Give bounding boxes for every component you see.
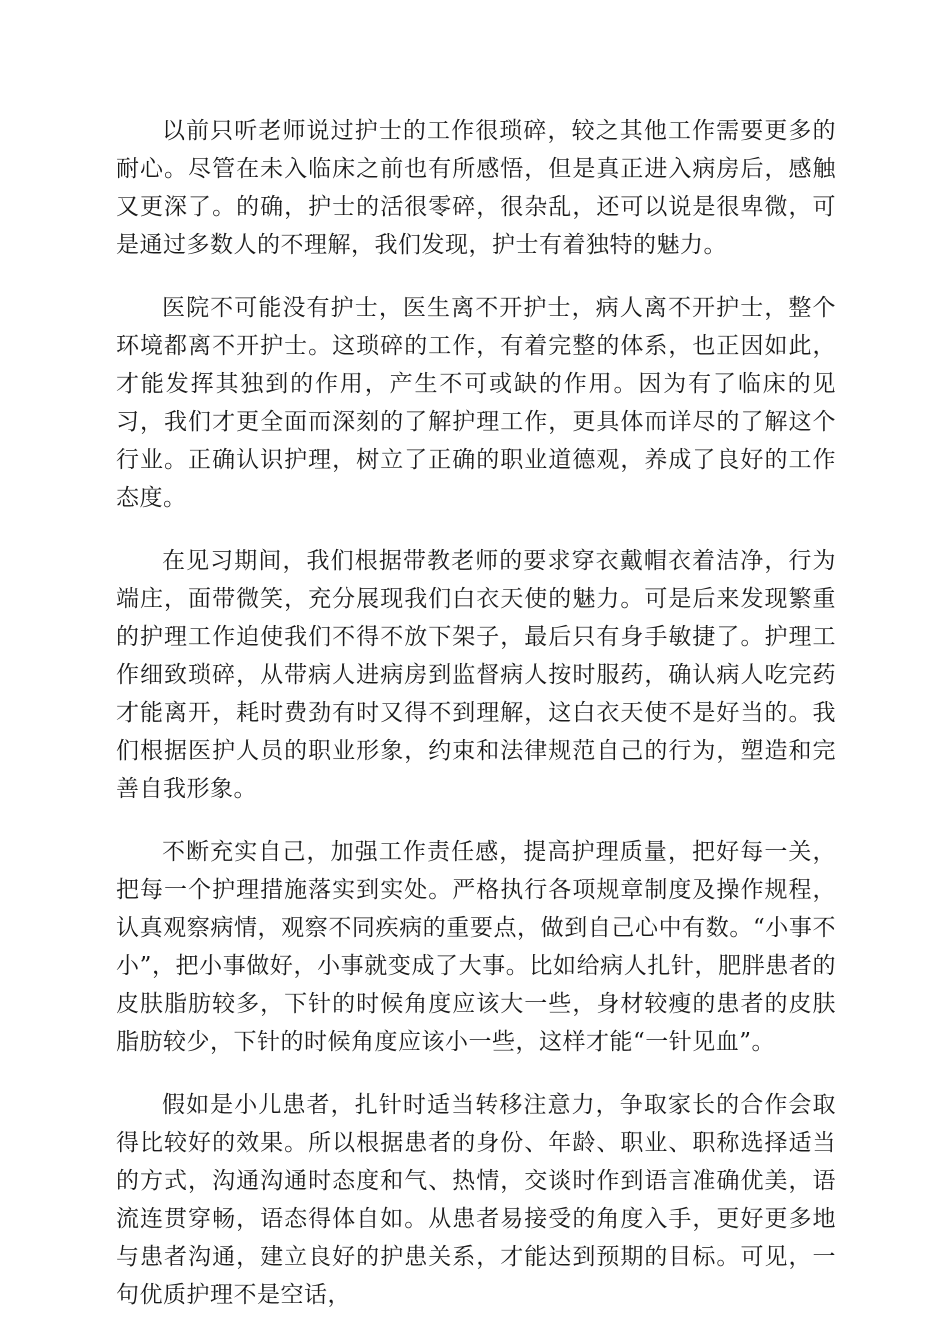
paragraph-5: 假如是小儿患者，扎针时适当转移注意力，争取家长的合作会取得比较好的效果。所以根据患者的身份、年龄、职业、职称选择适当的方式，沟通沟通时态度和气、热情，交谈时作到语言准确优美，语流连贯穿畅，语态得体自如。从患者易接受的角度入手，更好更多地与患者沟通，建立良好的护患关系，才能达到预期的目标。可见，一句优质护理不是空话， bbox=[116, 1092, 836, 1308]
paragraph-4: 不断充实自己，加强工作责任感，提高护理质量，把好每一关，把每一个护理措施落实到实处。严格执行各项规章制度及操作规程，认真观察病情，观察不同疾病的重要点，做到自己心中有数。“小事不小”，把小事做好，小事就变成了大事。比如给病人扎针，肥胖患者的皮肤脂肪较多，下针的时候角度应该大一些，身材较瘦的患者的皮肤脂肪较少，下针的时候角度应该小一些，这样才能“一针见血”。 bbox=[116, 839, 836, 1055]
paragraph-1: 以前只听老师说过护士的工作很琐碎，较之其他工作需要更多的耐心。尽管在未入临床之前也有所感悟，但是真正进入病房后，感触又更深了。的确，护士的活很零碎，很杂乱，还可以说是很卑微，可是通过多数人的不理解，我们发现，护士有着独特的魅力。 bbox=[116, 118, 836, 258]
paragraph-3: 在见习期间，我们根据带教老师的要求穿衣戴帽衣着洁净，行为端庄，面带微笑，充分展现我们白衣天使的魅力。可是后来发现繁重的护理工作迫使我们不得不放下架子，最后只有身手敏捷了。护理工作细致琐碎，从带病人进病房到监督病人按时服药，确认病人吃完药才能离开，耗时费劲有时又得不到理解，这白衣天使不是好当的。我们根据医护人员的职业形象，约束和法律规范自己的行为，塑造和完善自我形象。 bbox=[116, 548, 836, 802]
document-body bbox=[116, 112, 836, 1339]
paragraph-2: 医院不可能没有护士，医生离不开护士，病人离不开护士，整个环境都离不开护士。这琐碎的工作，有着完整的体系，也正因如此，才能发挥其独到的作用，产生不可或缺的作用。因为有了临床的见习，我们才更全面而深刻的了解护理工作，更具体而详尽的了解这个行业。正确认识护理，树立了正确的职业道德观，养成了良好的工作态度。 bbox=[116, 295, 836, 511]
